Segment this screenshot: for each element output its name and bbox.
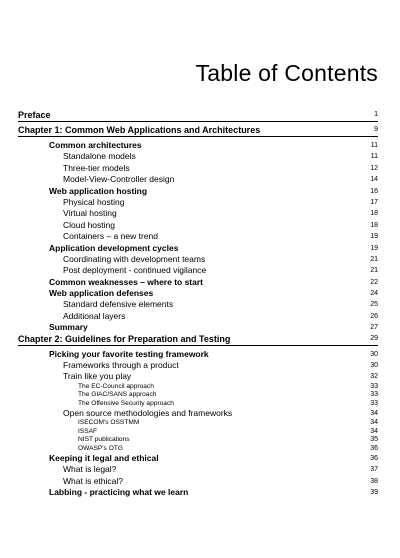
toc-entry-title: Three-tier models bbox=[63, 162, 130, 173]
toc-entry-title: OWASP's OTG bbox=[78, 444, 123, 452]
toc-entry-page: 12 bbox=[370, 164, 378, 172]
toc-entry-title: What is legal? bbox=[63, 464, 117, 475]
toc-entry-page: 11 bbox=[370, 141, 378, 149]
toc-entry[interactable] bbox=[18, 265, 378, 276]
toc-entry-title: What is ethical? bbox=[63, 475, 123, 486]
toc-chapter-entry[interactable] bbox=[18, 334, 378, 346]
toc-entry-page: 25 bbox=[370, 301, 378, 309]
toc-entry-title: The Offensive Security approach bbox=[78, 399, 174, 407]
toc-entry[interactable] bbox=[18, 360, 378, 371]
toc-entry-page: 22 bbox=[370, 278, 378, 286]
toc-entry-title: ISECOM's OSSTMM bbox=[78, 419, 140, 427]
toc-entry-page: 29 bbox=[370, 334, 378, 342]
toc-entry-title: Post deployment - continued vigilance bbox=[63, 265, 207, 276]
toc-entry-page: 17 bbox=[370, 198, 378, 206]
toc-entry-page: 39 bbox=[370, 489, 378, 497]
toc-entry-title: Chapter 1: Common Web Applications and Architectures bbox=[18, 125, 261, 135]
toc-entry-page: 21 bbox=[370, 267, 378, 275]
toc-entry-title: Coordinating with development teams bbox=[63, 253, 206, 264]
toc-entry-title: Common architectures bbox=[49, 139, 142, 150]
toc-entry-title: Picking your favorite testing framework bbox=[49, 348, 209, 359]
toc-entry-page: 18 bbox=[370, 221, 378, 229]
toc-entry-page: 1 bbox=[374, 111, 378, 118]
toc-entry-page: 9 bbox=[374, 126, 378, 133]
toc-entry-title: Web application hosting bbox=[49, 185, 148, 196]
toc-entry-page: 18 bbox=[370, 210, 378, 218]
toc-entry-title: Virtual hosting bbox=[63, 208, 117, 219]
toc-entry[interactable] bbox=[18, 197, 378, 208]
toc-entry[interactable] bbox=[18, 208, 378, 219]
toc-entry[interactable] bbox=[18, 311, 378, 322]
toc-entry[interactable] bbox=[18, 243, 378, 254]
toc-entry-page: 16 bbox=[370, 187, 378, 195]
toc-entry[interactable] bbox=[18, 220, 378, 231]
toc-entry-title: Preface bbox=[18, 110, 51, 120]
toc-entry-title: Summary bbox=[49, 322, 88, 333]
toc-entry-page: 38 bbox=[370, 477, 378, 485]
toc-entry-title: The EC-Council approach bbox=[78, 382, 154, 390]
toc-entry-title: Standalone models bbox=[63, 151, 136, 162]
toc-entry-title: Model-View-Controller design bbox=[63, 174, 175, 185]
toc-entry-page: 34 bbox=[370, 409, 378, 417]
toc-entry[interactable] bbox=[18, 163, 378, 174]
toc-entry-title: Train like you play bbox=[63, 371, 132, 382]
toc-entry[interactable] bbox=[18, 408, 378, 419]
toc-entry-title: Containers – a new trend bbox=[63, 231, 158, 242]
toc-entry[interactable] bbox=[18, 436, 378, 444]
toc-entry-page: 14 bbox=[370, 176, 378, 184]
toc-entry[interactable] bbox=[18, 349, 378, 360]
toc-entry-page: 34 bbox=[370, 419, 378, 427]
toc-entry[interactable] bbox=[18, 277, 378, 288]
toc-entry-title: ISSAF bbox=[78, 427, 98, 435]
toc-entry[interactable] bbox=[18, 174, 378, 185]
toc-entry-page: 30 bbox=[370, 350, 378, 358]
toc-entry[interactable] bbox=[18, 371, 378, 382]
toc-entry[interactable] bbox=[18, 487, 378, 498]
toc-list bbox=[18, 110, 378, 499]
toc-entry-page: 11 bbox=[370, 153, 378, 161]
toc-entry-page: 27 bbox=[370, 324, 378, 332]
toc-entry[interactable] bbox=[18, 445, 378, 453]
toc-entry-page: 30 bbox=[370, 362, 378, 370]
toc-entry-title: Application development cycles bbox=[49, 242, 179, 253]
toc-entry-title: Web application defenses bbox=[49, 288, 154, 299]
toc-entry[interactable] bbox=[18, 288, 378, 299]
toc-entry[interactable] bbox=[18, 186, 378, 197]
page-title: Table of Contents bbox=[195, 60, 378, 86]
toc-entry[interactable] bbox=[18, 391, 378, 399]
toc-entry-title: Chapter 2: Guidelines for Preparation and Testing bbox=[18, 333, 231, 344]
toc-entry[interactable] bbox=[18, 400, 378, 408]
toc-entry[interactable] bbox=[18, 453, 378, 464]
toc-entry[interactable] bbox=[18, 419, 378, 427]
toc-chapter-entry[interactable] bbox=[18, 125, 378, 137]
toc-entry-title: Common weaknesses – where to start bbox=[49, 276, 204, 287]
toc-entry-page: 19 bbox=[370, 233, 378, 241]
toc-entry[interactable] bbox=[18, 231, 378, 242]
toc-entry-title: Frameworks through a product bbox=[63, 360, 179, 371]
toc-entry-page: 36 bbox=[370, 444, 378, 452]
toc-entry-page: 33 bbox=[370, 382, 378, 390]
toc-entry[interactable] bbox=[18, 383, 378, 391]
toc-chapter-entry[interactable] bbox=[18, 110, 378, 122]
toc-entry-page: 33 bbox=[370, 399, 378, 407]
toc-entry-page: 26 bbox=[370, 312, 378, 320]
toc-entry-page: 34 bbox=[370, 427, 378, 435]
toc-entry[interactable] bbox=[18, 464, 378, 475]
toc-entry[interactable] bbox=[18, 151, 378, 162]
toc-entry-title: Cloud hosting bbox=[63, 219, 115, 230]
toc-entry-page: 21 bbox=[370, 255, 378, 263]
toc-entry-title: Open source methodologies and frameworks bbox=[63, 407, 233, 418]
toc-entry-title: Physical hosting bbox=[63, 196, 125, 207]
toc-entry-page: 24 bbox=[370, 290, 378, 298]
toc-entry-title: Keeping it legal and ethical bbox=[49, 452, 159, 463]
toc-entry[interactable] bbox=[18, 476, 378, 487]
toc-entry[interactable] bbox=[18, 428, 378, 436]
toc-entry-page: 35 bbox=[370, 436, 378, 444]
toc-entry-title: Additional layers bbox=[63, 310, 126, 321]
toc-entry-page: 19 bbox=[370, 244, 378, 252]
toc-entry-page: 33 bbox=[370, 391, 378, 399]
toc-entry-page: 32 bbox=[370, 373, 378, 381]
toc-entry-title: Labbing - practicing what we learn bbox=[49, 487, 189, 498]
toc-entry[interactable] bbox=[18, 140, 378, 151]
toc-entry-title: The GIAC/SANS approach bbox=[78, 391, 157, 399]
toc-entry[interactable] bbox=[18, 299, 378, 310]
toc-entry-title: Standard defensive elements bbox=[63, 299, 174, 310]
toc-entry-page: 36 bbox=[370, 454, 378, 462]
toc-entry[interactable] bbox=[18, 254, 378, 265]
toc-entry-page: 37 bbox=[370, 466, 378, 474]
toc-entry-title: NIST publications bbox=[78, 436, 130, 444]
